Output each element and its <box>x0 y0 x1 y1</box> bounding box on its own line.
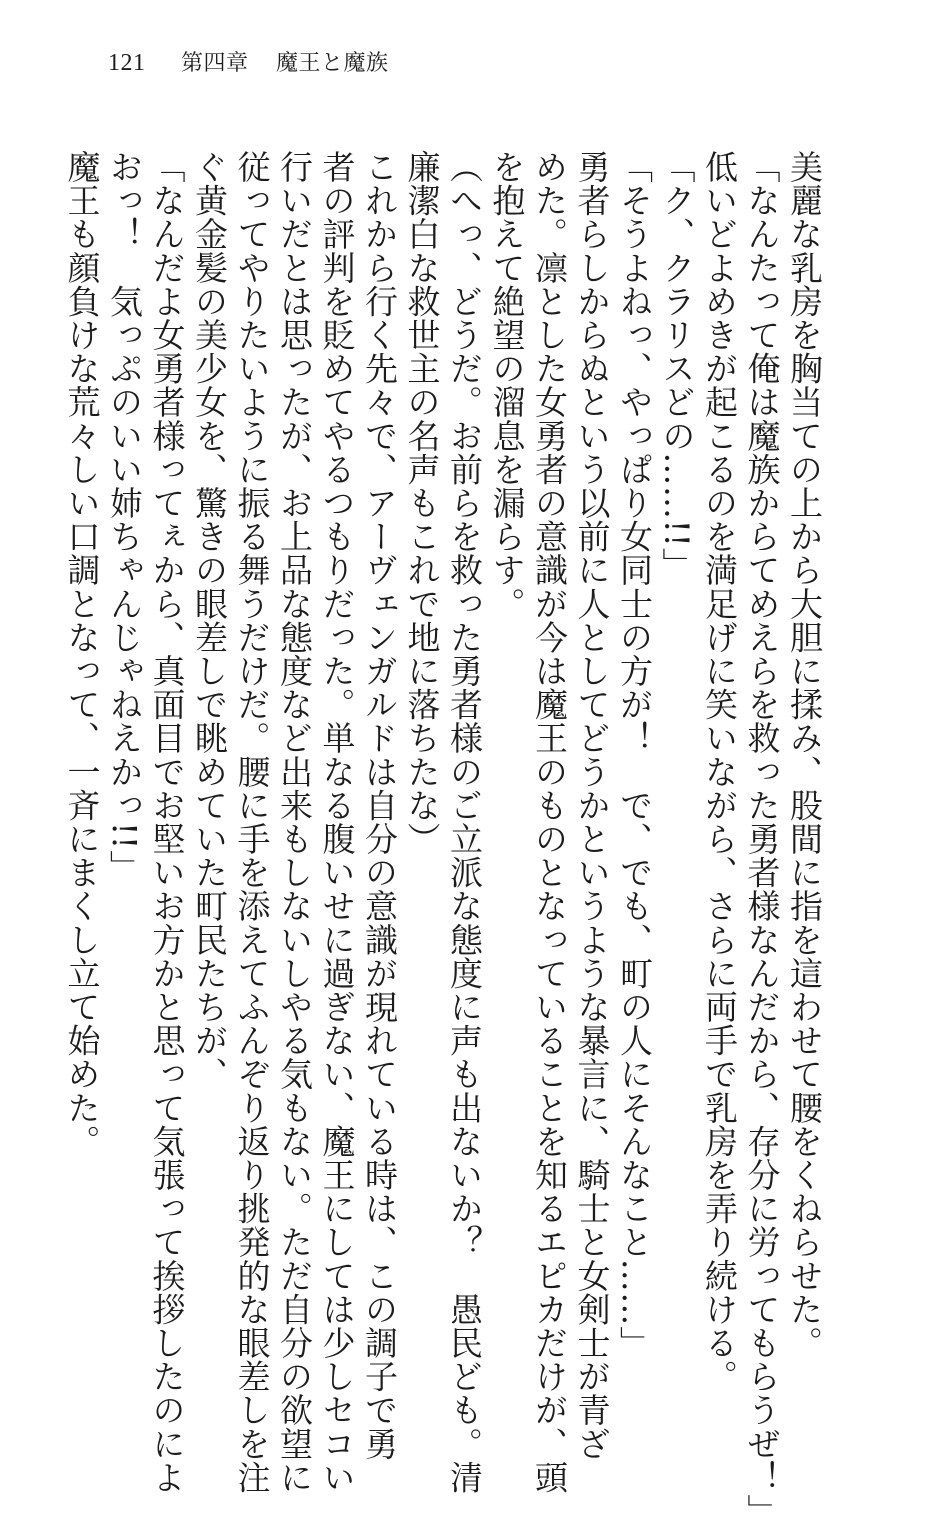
text-line: 美麗な乳房を胸当ての上から大胆に揉み、股間に指を這わせて腰をくねらせた。 <box>785 150 824 1360</box>
body-text <box>62 150 825 1528</box>
text-line: 者の評判を貶めてやるつもりだった。単なる腹いせに過ぎない、魔王にしては少しセコい <box>317 150 357 1494</box>
chapter-title: 魔王と魔族 <box>276 51 389 76</box>
text-line: 従ってやりたいように振る舞うだけだ。腰に手を添えてふんぞり返り挑発的な眼差しを注 <box>232 150 272 1494</box>
text-line: 勇者らしからぬという以前に人としてどうかというような暴言に、騎士と女剣士が青ざ <box>572 150 612 1461</box>
text-line: 「そうよねっ、やっぱり女同士の方が！ で、でも、町の人にそんなこと……」 <box>615 150 654 1360</box>
text-line: 「なんだよ女勇者様ってぇから、真面目でお堅いお方かと思って気張って挨拶したのによ <box>147 150 187 1494</box>
text-line: 廉潔白な救世主の名声もこれで地に落ちたな） <box>402 150 442 856</box>
text-line: おっ！ 気っぷのいい姉ちゃんじゃねえかっ!!」 <box>105 150 144 884</box>
chapter-number: 第四章 <box>181 51 249 76</box>
page-number: 121 <box>108 50 146 76</box>
text-line: ぐ黄金髪の美少女を、驚きの眼差しで眺めていた町民たちが、 <box>190 150 229 1091</box>
text-line: 魔王も顔負けな荒々しい口調となって、一斉にまくし立て始めた。 <box>62 150 102 1158</box>
text-line: 行いだとは思ったが、お上品な態度など出来もしないしやる気もない。ただ自分の欲望に <box>275 150 314 1494</box>
text-line: 低いどよめきが起こるのを満足げに笑いながら、さらに両手で乳房を弄り続ける。 <box>700 150 739 1394</box>
text-line: を抱えて絶望の溜息を漏らす。 <box>487 150 527 621</box>
text-line: 「ク、クラリスどの……!!」 <box>657 150 697 581</box>
text-line: めた。凛とした女勇者の意識が今は魔王のものとなっていることを知るエピカだけが、頭 <box>530 150 569 1494</box>
text-line: これから行く先々で、アーヴェンガルドは自分の意識が現れている時は、この調子で勇 <box>360 150 399 1461</box>
text-line: （へっ、どうだ。お前らを救った勇者様のご立派な態度に声も出ないか？ 愚民ども。清 <box>445 150 484 1494</box>
text-line: 「なんたって俺は魔族からてめえらを救った勇者様なんだから、存分に労ってもらうぜ！」 <box>742 150 782 1528</box>
running-header <box>108 46 389 77</box>
